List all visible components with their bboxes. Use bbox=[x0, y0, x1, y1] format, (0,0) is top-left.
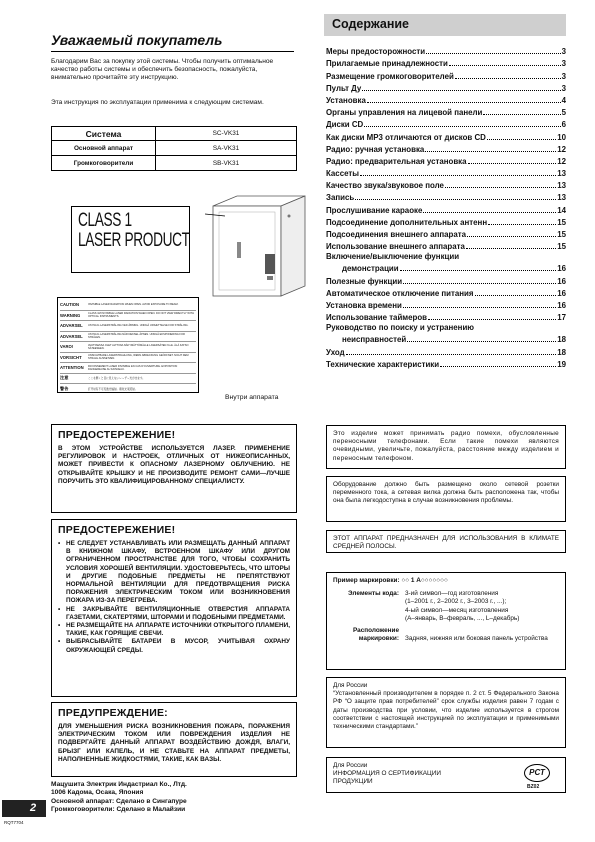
service-life-box bbox=[326, 677, 566, 748]
title-divider bbox=[51, 51, 294, 52]
list-item: • НЕ РАЗМЕЩАЙТЕ НА АППАРАТЕ ИСТОЧНИКИ ОТКРЫТОГО ПЛАМЕНИ, ТАКИЕ, КАК ГОРЯЩИЕ СВЕЧИ. bbox=[58, 622, 290, 638]
pct-certification-icon: РСТ bbox=[524, 764, 550, 782]
laser-warning-panel bbox=[57, 297, 199, 393]
toc-item[interactable]: Радио: предварительная установка 12 bbox=[326, 156, 566, 166]
system-table bbox=[51, 126, 297, 171]
system-label: Система bbox=[52, 127, 156, 141]
laser-caution-box bbox=[51, 424, 297, 513]
code-elements-label: Элементы кода: bbox=[347, 590, 399, 598]
document-code: RQT7704 bbox=[4, 820, 24, 825]
list-item: ADVARSEL USYNLIG LASERSTRÅLING NÅR DEKSEL ÅPNES. UNNGÅ EKSPONERING FOR STRÅLEN. bbox=[60, 332, 196, 343]
toc-item[interactable]: Как диски MP3 отличаются от дисков CD 10 bbox=[326, 132, 566, 142]
list-item: WARNING CLASS 1M INVISIBLE LASER RADIATION WHEN OPEN. DO NOT VIEW DIRECTLY WITH OPTICAL INSTRUMENTS. bbox=[60, 311, 196, 322]
power-outlet-notice: Оборудование должно быть размещено около сетевой розетки переменного тока, а сетевая вилка должна быть расположена так, чтобы она была легкодоступна в случае возникновения проблемы. bbox=[326, 476, 566, 522]
intro-text: Благодарим Вас за покупку этой системы. Чтобы получить оптимальное качество работы системы и обеспечить безопасность, пожалуйста, внимательно прочитайте эту инструкцию. bbox=[51, 58, 274, 82]
toc-item[interactable]: Включение/выключение функции bbox=[326, 252, 460, 262]
code-elements-text: 3-ий символ—год изготовления (1–2001 г., 2–2002 г., 3–2003 г., ...); 4-ый символ—месяц изготовления (А–январь, В–февраль, ..., L–декабрь) bbox=[405, 590, 520, 622]
toc-item[interactable]: Диски CD 6 bbox=[326, 120, 566, 130]
table-row bbox=[52, 156, 297, 171]
list-item: CAUTION INVISIBLE LASER RADIATION WHEN OPEN. AVOID EXPOSURE TO BEAM. bbox=[60, 300, 196, 311]
toc-item[interactable]: Радио: ручная установка 12 bbox=[326, 144, 566, 154]
toc-item[interactable]: Использование внешнего аппарата 15 bbox=[326, 242, 566, 252]
page-number: 2 bbox=[2, 800, 46, 817]
main-unit-value: SA-VK31 bbox=[156, 141, 297, 156]
marking-info-box bbox=[326, 572, 566, 670]
manufacturer-info: Мацушита Электрик Индастриал Ко., Лтд. 1006 Кадома, Осака, Япония Основной аппарат: Сделано в Сингапуре Громкоговорители: Сделано в Малайзии bbox=[51, 781, 187, 814]
marking-location-text: Задняя, нижняя или боковая панель устройства bbox=[405, 635, 548, 643]
warning-box bbox=[51, 702, 297, 777]
toc-item[interactable]: Подсоединение дополнительных антенн 15 bbox=[326, 217, 566, 227]
region-label: Для России bbox=[333, 682, 368, 689]
marking-example: Пример маркировки: ○○ 1 A○○○○○○○ bbox=[333, 577, 448, 584]
toc-title: Содержание bbox=[324, 14, 566, 36]
table-row bbox=[52, 141, 297, 156]
warning-text: ДЛЯ УМЕНЬШЕНИЯ РИСКА ВОЗНИКНОВЕНИЯ ПОЖАРА, ПОРАЖЕНИЯ ЭЛЕКТРИЧЕСКИМ ТОКОМ ИЛИ ПОВРЕЖДЕНИЯ ИЗДЕЛИЯ НЕ ПОДВЕРГАЙТЕ ДАННЫЙ АППАРАТ ВОЗДЕЙСТВИЮ ДОЖДЯ, ВЛАГИ, БРЫЗГ ИЛИ КАПЕЛЬ, И НЕ СТАВЬТЕ НА АППАРАТ ПРЕДМЕТЫ, НАПОЛНЕННЫЕ ЖИДКОСТЯМИ, ТАКИЕ, КАК ВАЗЫ. bbox=[58, 723, 290, 763]
list-item: 注意 ここを開くと目に見えないレーザー光が出ます。 bbox=[60, 374, 196, 385]
toc-item[interactable]: Установка 4 bbox=[326, 95, 566, 105]
toc-item[interactable]: Меры предосторожности 3 bbox=[326, 47, 566, 57]
toc-item[interactable]: Технические характеристики 19 bbox=[326, 359, 566, 369]
laser-class-label bbox=[71, 206, 190, 273]
toc-item[interactable]: демонстрации 16 bbox=[342, 264, 566, 274]
toc-item[interactable]: Запись 13 bbox=[326, 193, 566, 203]
cert-line-2: ПРОДУКЦИИ bbox=[333, 778, 373, 786]
caution-text: В ЭТОМ УСТРОЙСТВЕ ИСПОЛЬЗУЕТСЯ ЛАЗЕР. ПРИМЕНЕНИЕ РЕГУЛИРОВОК И НАСТРОЕК, ОТЛИЧНЫХ ОТ НИЖЕОПИСАННЫХ, МОЖЕТ ПРИВЕСТИ К ОПАСНОМУ ЛАЗЕРНОМУ ОБЛУЧЕНИЮ. НЕ ОТКРЫВАЙТЕ КРЫШКУ И НЕ ПРОИЗВОДИТЕ РЕМОНТ САМИ—ЛУЧШЕ ПОРУЧИТЬ ЭТО КВАЛИФИЦИРОВАННОМУ СПЕЦИАЛИСТУ. bbox=[58, 445, 290, 485]
caution-heading: ПРЕДОСТЕРЕЖЕНИЕ! bbox=[58, 429, 176, 441]
table-of-contents bbox=[326, 44, 566, 369]
toc-item[interactable]: Автоматическое отключение питания 16 bbox=[326, 288, 566, 298]
toc-item[interactable]: Размещение громкоговорителей 3 bbox=[326, 71, 566, 81]
toc-item[interactable]: Установка времени 16 bbox=[326, 300, 566, 310]
toc-item[interactable]: Использование таймеров 17 bbox=[326, 313, 566, 323]
page-title: Уважаемый покупатель bbox=[51, 32, 223, 48]
interference-notice: Это изделие может принимать радио помехи, обусловленные переносными телефонами. Если такие помехи являются очевидными, увеличьте, пожалуйста, расстояние между изделием и переносным телефоном. bbox=[326, 425, 566, 469]
device-illustration bbox=[205, 194, 307, 298]
laser-line-1: CLASS 1 bbox=[78, 210, 132, 231]
marking-location-label: Расположение маркировки: bbox=[352, 627, 399, 643]
toc-item[interactable]: Органы управления на лицевой панели 5 bbox=[326, 108, 566, 118]
speakers-label: Громкоговорители bbox=[52, 156, 156, 171]
toc-item[interactable]: Прилагаемые принадлежности 3 bbox=[326, 59, 566, 69]
system-value: SC-VK31 bbox=[156, 127, 297, 141]
ventilation-caution-box bbox=[51, 519, 297, 697]
toc-item[interactable]: Полезные функции 16 bbox=[326, 276, 566, 286]
list-item: • НЕ ЗАКРЫВАЙТЕ ВЕНТИЛЯЦИОННЫЕ ОТВЕРСТИЯ АППАРАТА ГАЗЕТАМИ, СКАТЕРТЯМИ, ШТОРАМИ И ПОДОБНЫМИ ПРЕДМЕТАМИ. bbox=[58, 606, 290, 622]
toc-item[interactable]: Качество звука/звуковое поле 13 bbox=[326, 181, 566, 191]
list-item: • НЕ СЛЕДУЕТ УСТАНАВЛИВАТЬ ИЛИ РАЗМЕЩАТЬ ДАННЫЙ АППАРАТ В КНИЖНОМ ШКАФУ, ВСТРОЕННОМ ШКАФУ ИЛИ ДРУГОМ ОГРАНИЧЕННОМ ПРОСТРАНСТВЕ ДЛЯ ТОГО, ЧТОБЫ СОХРАНИТЬ УСЛОВИЯ ХОРОШЕЙ ВЕНТИЛЯЦИИ. УДОСТОВЕРЬТЕСЬ, ЧТО ШТОРЫ И ДРУГИЕ ПОДОБНЫЕ ПРЕДМЕТЫ НЕ ПРЕПЯТСТВУЮТ НОРМАЛЬНОЙ ВЕНТИЛЯЦИИ ДЛЯ ПРЕДОТВРАЩЕНИЯ РИСКА ПОРАЖЕНИЯ ЭЛЕКТРИЧЕСКИМ ТОКОМ ИЛИ ВОЗНИКНОВЕНИЯ ПОЖАРА ИЗ-ЗА ПЕРЕГРЕВА. bbox=[58, 540, 290, 606]
toc-item[interactable]: Подсоединения внешнего аппарата 15 bbox=[326, 230, 566, 239]
toc-item[interactable]: Руководство по поиску и устранению bbox=[326, 323, 475, 333]
table-row bbox=[52, 127, 297, 141]
region-label: Для России bbox=[333, 762, 368, 769]
toc-item[interactable]: Прослушивание караоке 14 bbox=[326, 205, 566, 215]
toc-item[interactable]: Пульт Ду 3 bbox=[326, 83, 566, 93]
cert-line-1: ИНФОРМАЦИЯ О СЕРТИФИКАЦИИ bbox=[333, 770, 441, 778]
cert-code: BZ02 bbox=[527, 784, 540, 790]
caution-list bbox=[58, 540, 290, 655]
list-item: • ВЫБРАСЫВАЙТЕ БАТАРЕИ В МУСОР, УЧИТЫВАЯ ОХРАНУ ОКРУЖАЮЩЕЙ СРЕДЫ. bbox=[58, 638, 290, 654]
inside-unit-caption: Внутри аппарата bbox=[225, 394, 279, 401]
list-item: VORSICHT UNSICHTBARE LASERSTRAHLUNG, WENN ABDECKUNG GEÖFFNET. NICHT DEM STRAHL AUSSETZEN. bbox=[60, 353, 196, 364]
main-unit-label: Основной аппарат bbox=[52, 141, 156, 156]
warning-heading: ПРЕДУПРЕЖДЕНИЕ: bbox=[58, 707, 168, 719]
intro-applicability: Эта инструкция по эксплуатации применима к следующим системам. bbox=[51, 99, 264, 106]
list-item: 警告 打开时有不可见激光辐射。避免光束照射。 bbox=[60, 386, 138, 392]
toc-item[interactable]: неисправностей 18 bbox=[342, 335, 566, 345]
laser-line-2: LASER PRODUCT bbox=[78, 230, 190, 251]
list-item: VARO! AVATTAESSA OLET ALTTIINA NÄKYMÄTTÖMÄLLE LASERSÄTEILYLLE. ÄLÄ KATSO SÄTEESEEN. bbox=[60, 342, 196, 353]
list-item: ATTENTION RAYONNEMENT LASER INVISIBLE EN CAS D'OUVERTURE. EXPOSITION DANGEREUSE AU FAISCEAU. bbox=[60, 363, 196, 374]
speakers-value: SB-VK31 bbox=[156, 156, 297, 171]
climate-notice: ЭТОТ АППАРАТ ПРЕДНАЗНАЧЕН ДЛЯ ИСПОЛЬЗОВАНИЯ В КЛИМАТЕ СРЕДНЕЙ ПОЛОСЫ. bbox=[326, 530, 566, 553]
service-life-text: “Установленный производителем в порядке п. 2 ст. 5 Федерального Закона РФ “О защите прав потребителей” срок службы изделия равен 7 годам с даты производства при условии, что изделие используется в строгом соответствии с настоящей инструкцией по эксплуатации и применимыми техническими стандартами.” bbox=[333, 690, 559, 731]
toc-item[interactable]: Уход 18 bbox=[326, 347, 566, 357]
toc-item[interactable]: Кассеты 13 bbox=[326, 169, 566, 179]
list-item: ADVARSEL USYNLIG LASERSTRÅLING VED ÅBNING. UNDGÅ UDSÆTTELSE FOR STRÅLING. bbox=[60, 321, 196, 332]
caution-heading: ПРЕДОСТЕРЕЖЕНИЕ! bbox=[58, 524, 176, 536]
